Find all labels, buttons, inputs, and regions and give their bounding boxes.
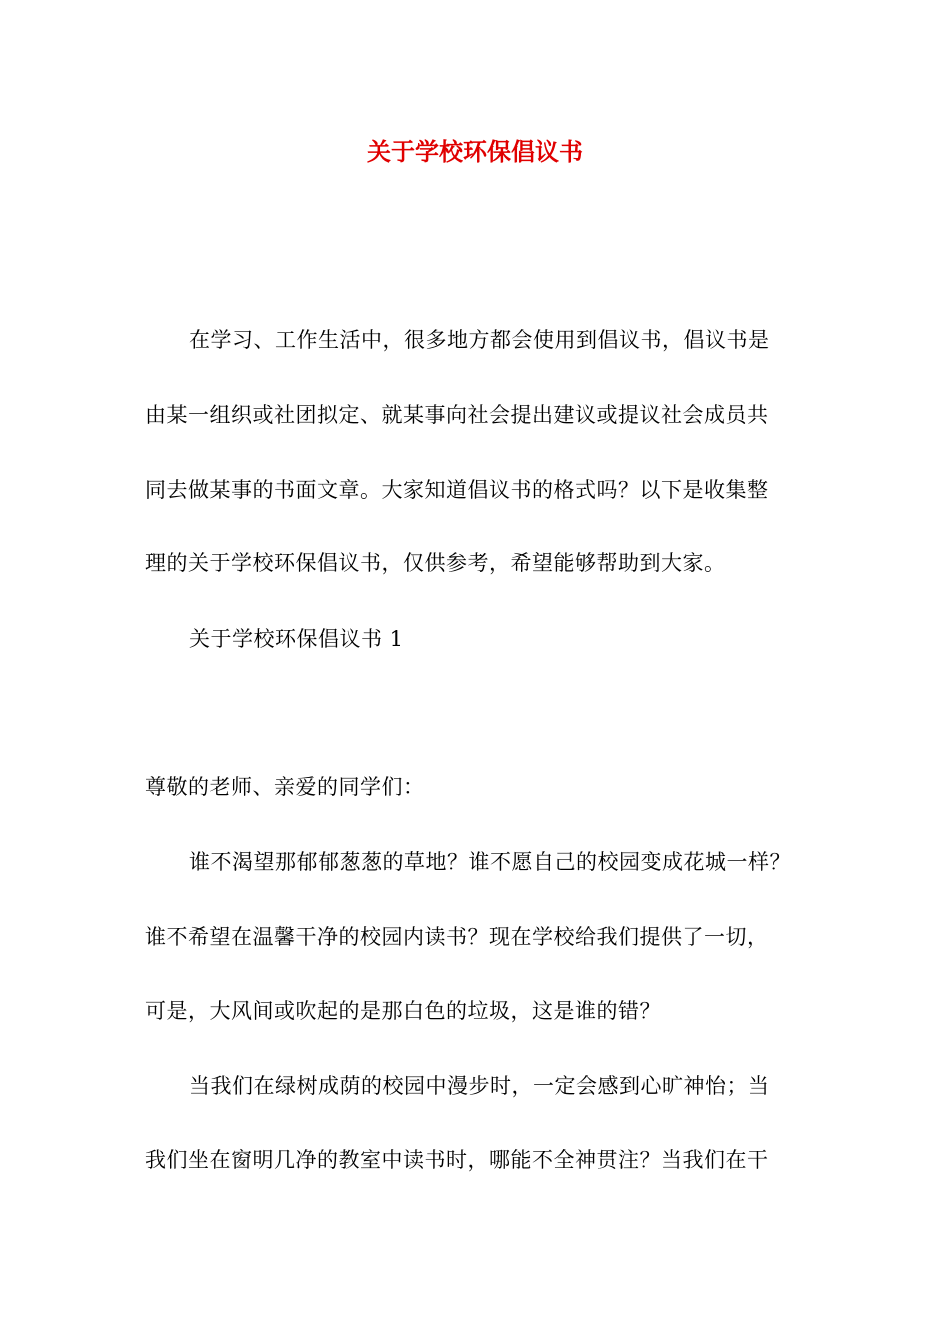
paragraph-line: 在学习、工作生活中，很多地方都会使用到倡议书，倡议书是: [189, 328, 770, 352]
document-title: 关于学校环保倡议书: [367, 137, 583, 166]
paragraph-line: 同去做某事的书面文章。大家知道倡议书的格式吗？以下是收集整: [145, 478, 769, 502]
paragraph-line: 由某一组织或社团拟定、就某事向社会提出建议或提议社会成员共: [145, 403, 769, 427]
paragraph-line: 理的关于学校环保倡议书，仅供参考，希望能够帮助到大家。: [145, 551, 726, 575]
salutation: 尊敬的老师、亲爱的同学们：: [145, 775, 425, 799]
paragraph-line: 当我们在绿树成荫的校园中漫步时，一定会感到心旷神怡；当: [189, 1074, 770, 1098]
paragraph-line: 我们坐在窗明几净的教室中读书时，哪能不全神贯注？当我们在干: [145, 1148, 769, 1172]
paragraph-line: 可是，大风间或吹起的是那白色的垃圾，这是谁的错？: [145, 999, 661, 1023]
section-heading: 关于学校环保倡议书 1: [189, 627, 404, 651]
paragraph-line: 谁不渴望那郁郁葱葱的草地？谁不愿自己的校园变成花城一样？: [189, 850, 791, 874]
paragraph-line: 谁不希望在温馨干净的校园内读书？现在学校给我们提供了一切，: [145, 925, 769, 949]
